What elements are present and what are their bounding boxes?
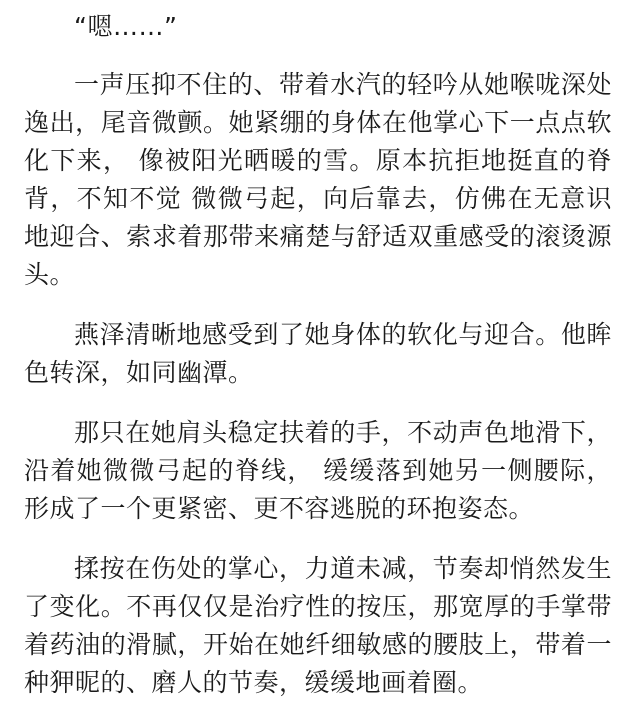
paragraph-5: 揉按在伤处的掌心，力道未减，节奏却悄然发生了变化。不再仅仅是治疗性的按压，那宽厚的手掌带着药油的滑腻，开始在她纤细敏感的腰肢上，带着一种狎昵的、磨人的节奏，缓缓地画着圈。 [24,554,612,697]
paragraph-3: 燕泽清晰地感受到了她身体的软化与迎合。他眸色转深，如同幽潭。 [24,320,612,387]
paragraph-2: 一声压抑不住的、带着水汽的轻吟从她喉咙深处逸出，尾音微颤。她紧绷的身体在他掌心下一点点软化下来， 像被阳光晒暖的雪。原本抗拒地挺直的脊背，不知不觉 微微弓起，向后靠去，仿佛在无意识地迎合、索求着那带来痛楚与舒适双重感受的滚烫源头。 [24,70,612,289]
paragraph-1: “嗯……” [74,12,178,41]
paragraph-4: 那只在她肩头稳定扶着的手，不动声色地滑下，沿着她微微弓起的脊线， 缓缓落到她另一侧腰际，形成了一个更紧密、更不容逃脱的环抱姿态。 [24,418,612,523]
